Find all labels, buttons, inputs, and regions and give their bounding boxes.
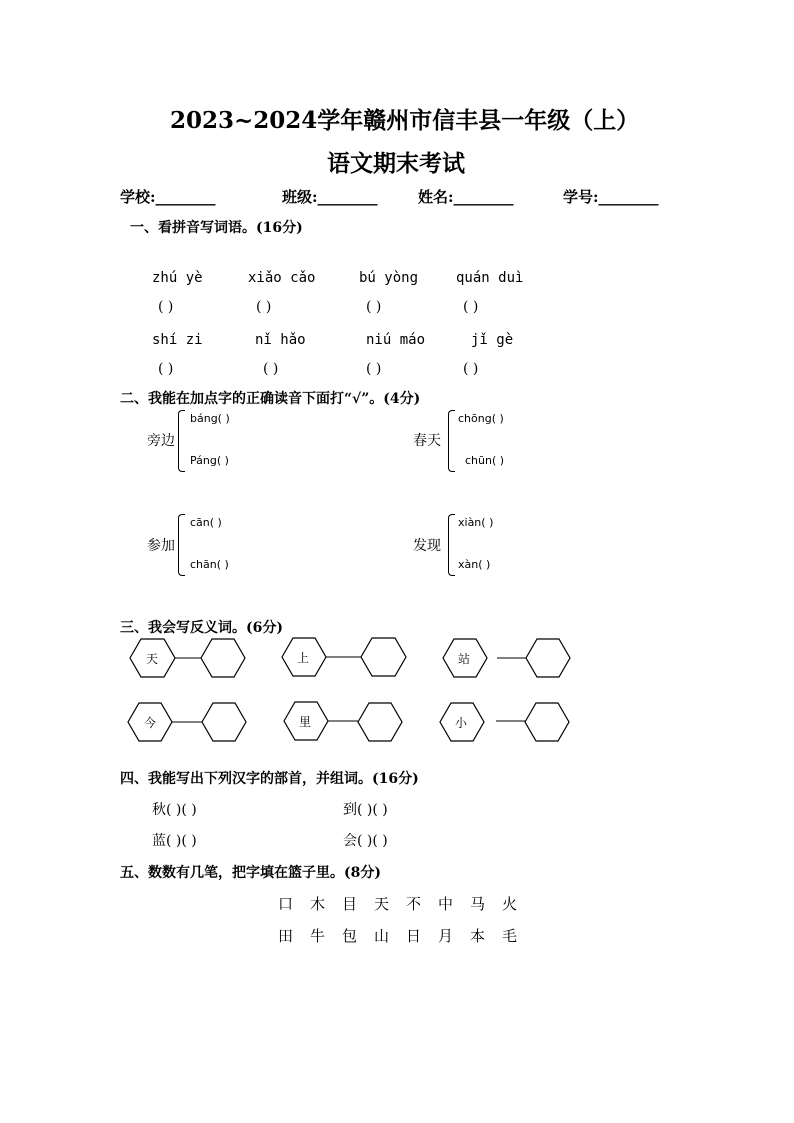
answer-blank[interactable]: ( ) — [158, 361, 174, 377]
reading-option[interactable]: chūn( ) — [465, 454, 505, 467]
radical-item[interactable]: 秋( )( ) — [152, 802, 197, 818]
radical-item[interactable]: 会( )( ) — [343, 833, 388, 849]
char-item: 口 — [278, 895, 294, 913]
char-item: 天 — [374, 895, 390, 913]
section3-heading: 三、我会写反义词。(6分) — [120, 620, 283, 636]
title-line-1: 2023~2024学年赣州市信丰县一年级（上） — [170, 107, 640, 134]
reading-option[interactable]: xiàn( ) — [458, 516, 494, 529]
char-item: 本 — [470, 927, 486, 945]
reading-word: 发现 — [413, 538, 441, 554]
char-item: 毛 — [502, 927, 518, 945]
given-char: 天 — [146, 652, 159, 666]
pinyin-item: bú yòng — [359, 270, 419, 286]
char-item: 目 — [342, 895, 358, 913]
pinyin-item: jǐ gè — [471, 332, 514, 348]
antonym-pair — [443, 639, 570, 677]
student-id-field[interactable]: 学号:________ — [563, 188, 659, 206]
char-item: 中 — [438, 895, 454, 913]
char-row-1 — [278, 893, 534, 914]
answer-blank[interactable]: ( ) — [263, 361, 279, 377]
reading-word: 春天 — [413, 433, 441, 449]
given-char: 今 — [144, 716, 157, 730]
antonym-pair — [284, 702, 402, 741]
pinyin-item: niú máo — [366, 332, 426, 348]
given-char: 小 — [455, 716, 468, 730]
reading-option[interactable]: xàn( ) — [458, 558, 491, 571]
pinyin-item: quán duì — [456, 270, 524, 286]
reading-option[interactable]: Páng( ) — [190, 454, 229, 467]
char-item: 田 — [278, 927, 294, 945]
answer-blank[interactable]: ( ) — [463, 361, 479, 377]
char-item: 不 — [406, 895, 422, 913]
answer-hexagon — [202, 703, 246, 741]
answer-hexagon — [525, 703, 569, 741]
answer-hexagon — [358, 703, 402, 741]
given-char: 上 — [297, 651, 310, 665]
section1-heading: 一、看拼音写词语。(16分) — [130, 220, 303, 236]
school-field[interactable]: 学校:________ — [120, 188, 216, 206]
reading-word: 旁边 — [147, 433, 175, 449]
section2-heading: 二、我能在加点字的正确读音下面打“√”。(4分) — [120, 391, 421, 407]
reading-option[interactable]: chān( ) — [190, 558, 229, 571]
pinyin-item: zhú yè — [152, 270, 203, 286]
char-item: 日 — [406, 927, 422, 945]
answer-hexagon — [361, 638, 406, 676]
char-item: 牛 — [310, 927, 326, 945]
answer-hexagon — [526, 639, 570, 677]
given-char: 里 — [299, 715, 312, 729]
answer-blank[interactable]: ( ) — [366, 299, 382, 315]
section5-heading: 五、数数有几笔，把字填在篮子里。(8分) — [120, 865, 381, 881]
pinyin-item: xiǎo cǎo — [248, 270, 316, 286]
antonym-pair — [282, 638, 406, 676]
antonym-pair — [130, 639, 245, 677]
answer-hexagon — [201, 639, 245, 677]
answer-blank[interactable]: ( ) — [366, 361, 382, 377]
reading-option[interactable]: cān( ) — [190, 516, 222, 529]
antonym-pair — [128, 703, 246, 741]
answer-blank[interactable]: ( ) — [256, 299, 272, 315]
reading-option[interactable]: báng( ) — [190, 412, 230, 425]
reading-word: 参加 — [147, 538, 175, 554]
answer-blank[interactable]: ( ) — [463, 299, 479, 315]
char-item: 火 — [502, 895, 518, 913]
radical-item[interactable]: 到( )( ) — [343, 802, 388, 818]
name-field[interactable]: 姓名:________ — [418, 188, 514, 206]
pinyin-item: nǐ hǎo — [255, 332, 306, 348]
char-item: 山 — [374, 927, 390, 945]
char-row-2 — [278, 925, 534, 946]
char-item: 月 — [438, 927, 454, 945]
char-item: 木 — [310, 895, 326, 913]
char-item: 包 — [342, 927, 358, 945]
section4-heading: 四、我能写出下列汉字的部首，并组词。(16分) — [120, 771, 419, 787]
char-item: 马 — [470, 895, 486, 913]
class-field[interactable]: 班级:________ — [282, 188, 378, 206]
pinyin-item: shí zi — [152, 332, 203, 348]
given-char: 站 — [458, 652, 471, 666]
radical-item[interactable]: 蓝( )( ) — [152, 833, 197, 849]
reading-option[interactable]: chōng( ) — [458, 412, 504, 425]
antonym-pair — [440, 703, 569, 741]
answer-blank[interactable]: ( ) — [158, 299, 174, 315]
title-line-2: 语文期末考试 — [327, 150, 465, 177]
